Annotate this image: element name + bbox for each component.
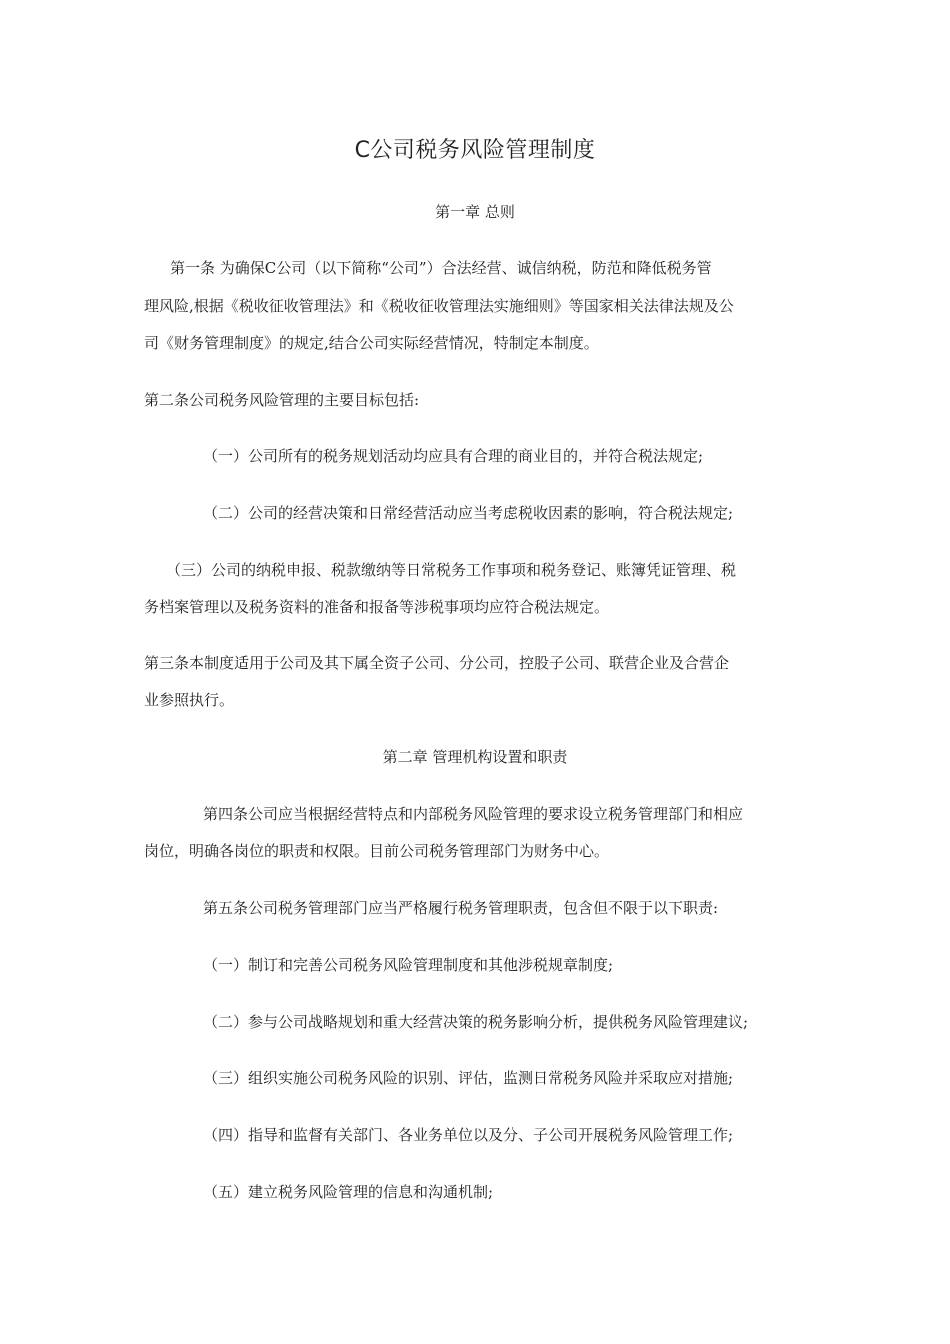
- list-item: （三）组织实施公司税务风险的识别、评估，监测日常税务风险并采取应对措施;: [203, 1069, 734, 1087]
- list-item: （一）制订和完善公司税务风险管理制度和其他涉税规章制度;: [203, 956, 614, 974]
- paragraph-line: 岗位，明确各岗位的职责和权限。目前公司税务管理部门为财务中心。: [144, 842, 610, 860]
- paragraph-line: 第一条 为确保C公司（以下简称“公司”）合法经营、诚信纳税，防范和降低税务管: [170, 259, 712, 277]
- paragraph-line: 务档案管理以及税务资料的准备和报备等涉税事项均应符合税法规定。: [144, 598, 610, 616]
- list-item: （四）指导和监督有关部门、各业务单位以及分、子公司开展税务风险管理工作;: [203, 1126, 734, 1144]
- list-item: （二）参与公司战略规划和重大经营决策的税务影响分析，提供税务风险管理建议;: [203, 1013, 749, 1031]
- paragraph-line: 第二条公司税务风险管理的主要目标包括:: [144, 391, 420, 409]
- paragraph-line: 第四条公司应当根据经营特点和内部税务风险管理的要求设立税务管理部门和相应: [203, 805, 744, 823]
- paragraph-line: 第三条本制度适用于公司及其下属全资子公司、分公司，控股子公司、联营企业及合营企: [144, 654, 730, 672]
- list-item: （二）公司的经营决策和日常经营活动应当考虑税收因素的影响，符合税法规定;: [203, 504, 734, 522]
- chapter-heading-1: 第一章 总则: [435, 203, 515, 221]
- list-item: （五）建立税务风险管理的信息和沟通机制;: [203, 1183, 494, 1201]
- paragraph-line: 业参照执行。: [144, 691, 235, 709]
- list-item: （三）公司的纳税申报、税款缴纳等日常税务工作事项和税务登记、账簿凭证管理、税: [166, 561, 737, 579]
- list-item: （一）公司所有的税务规划活动均应具有合理的商业目的，并符合税法规定;: [203, 447, 704, 465]
- chapter-heading-2: 第二章 管理机构设置和职责: [382, 748, 568, 766]
- paragraph-line: 第五条公司税务管理部门应当严格履行税务管理职责，包含但不限于以下职责:: [203, 899, 719, 917]
- paragraph-line: 理风险,根据《税收征收管理法》和《税收征收管理法实施细则》等国家相关法律法规及公: [144, 297, 734, 315]
- document-title: C公司税务风险管理制度: [354, 138, 596, 163]
- paragraph-line: 司《财务管理制度》的规定,结合公司实际经营情况，特制定本制度。: [144, 334, 599, 352]
